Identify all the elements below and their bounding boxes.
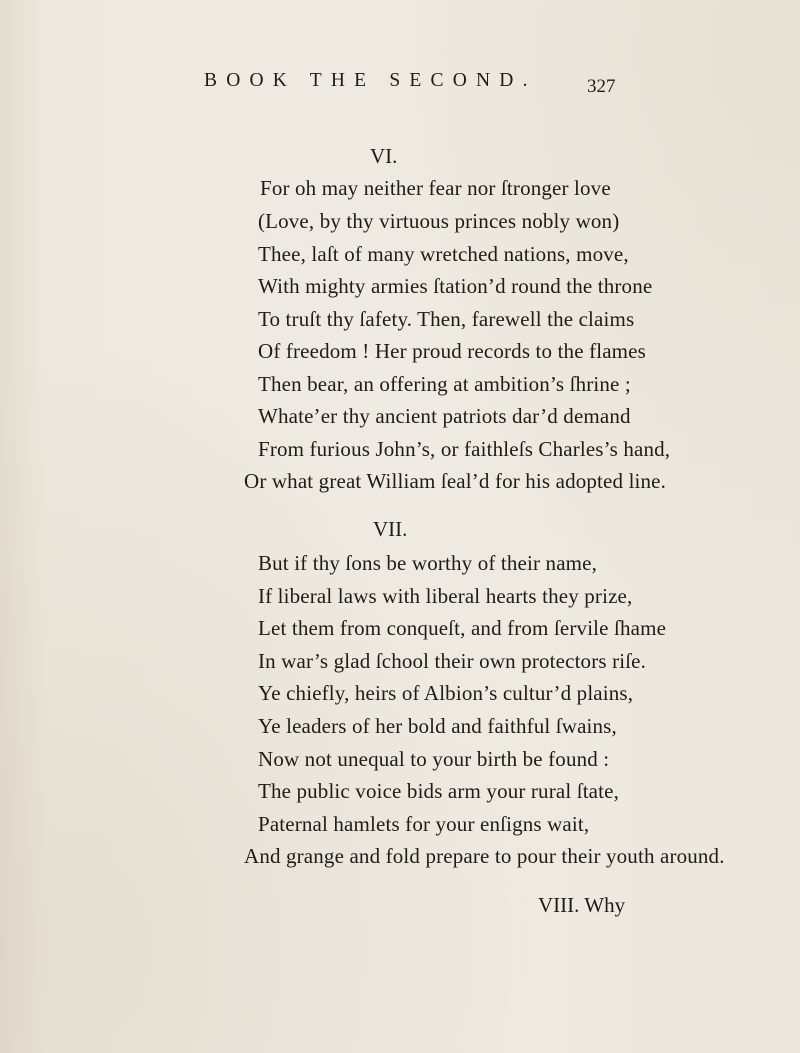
poem-line: But if thy ſons be worthy of their name, [258,551,598,575]
poem-line: Let them from conqueſt, and from ſervile ſhame [258,616,667,640]
poem-line: Of freedom ! Her proud records to the flames [258,339,646,363]
poem-line: If liberal laws with liberal hearts they prize, [258,584,633,608]
poem-line: With mighty armies ſtation’d round the throne [258,274,653,298]
page-number: 327 [587,76,616,97]
poem-line: And grange and fold prepare to pour their youth around. [244,844,725,868]
stanza-heading-vi: VI. [370,144,398,168]
poem-line: Ye leaders of her bold and faithful ſwains, [258,714,617,738]
poem-line: Then bear, an offering at ambition’s ſhrine ; [258,372,631,396]
catchword: VIII. Why [538,893,626,917]
poem-line: For oh may neither fear nor ſtronger love [260,176,611,200]
poem-line: Paternal hamlets for your enſigns wait, [258,812,590,836]
poem-line: Whate’er thy ancient patriots dar’d demand [258,404,631,428]
poem-line: In war’s glad ſchool their own protectors riſe. [258,649,647,673]
poem-line: Ye chiefly, heirs of Albion’s cultur’d plains, [258,681,634,705]
poem-line: To truſt thy ſafety. Then, farewell the claims [258,307,635,331]
poem-line: Or what great William ſeal’d for his adopted line. [244,469,667,493]
poem-line: The public voice bids arm your rural ſtate, [258,779,619,803]
poem-line: (Love, by thy virtuous princes nobly won) [258,209,620,233]
poem-line: From furious John’s, or faithleſs Charles’s hand, [258,437,671,461]
running-title: BOOK THE SECOND. [204,70,537,91]
poem-line: Now not unequal to your birth be found : [258,747,610,771]
poem-line: Thee, laſt of many wretched nations, move, [258,242,629,266]
stanza-heading-vii: VII. [373,517,408,541]
